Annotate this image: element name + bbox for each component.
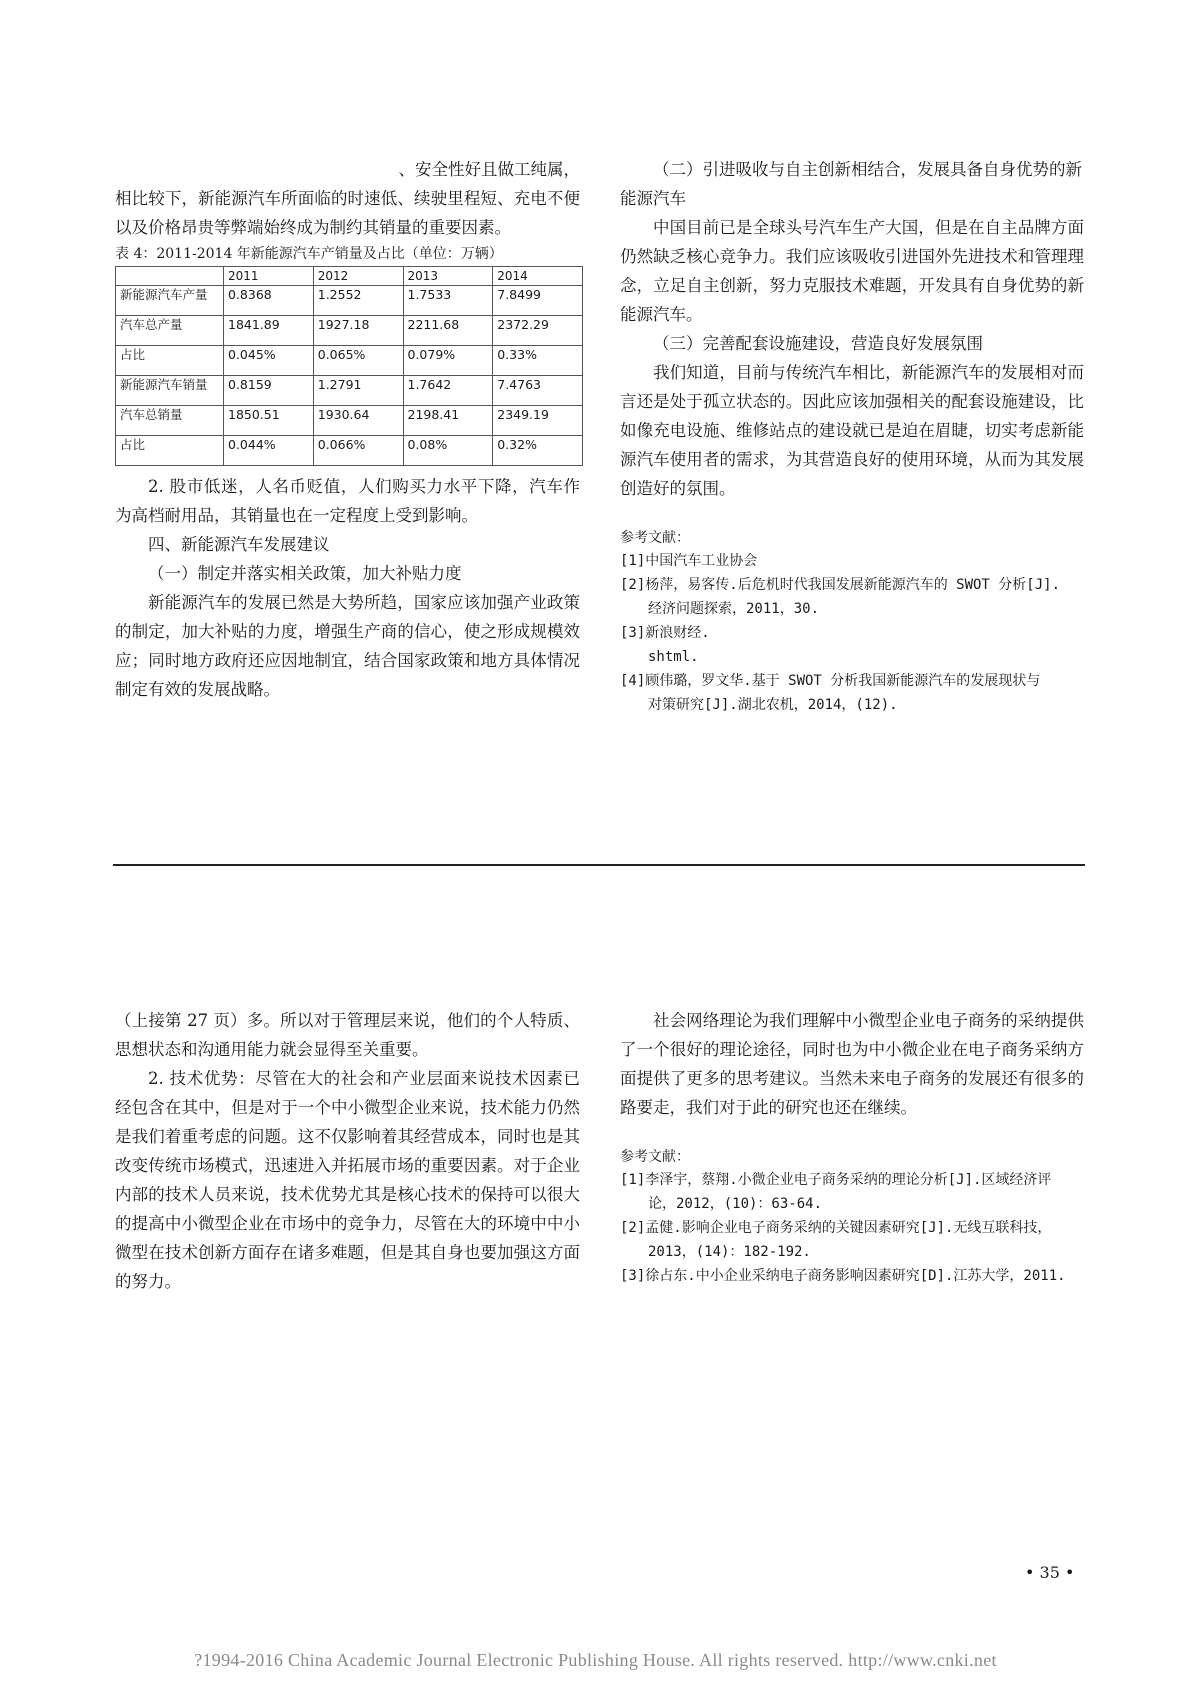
section-heading: 四、新能源汽车发展建议 xyxy=(148,535,330,554)
table-header-cell: 2014 xyxy=(493,267,583,286)
row-label: 新能源汽车产量 xyxy=(116,286,224,316)
row-label: 占比 xyxy=(116,436,224,466)
reference-line-cont: 对策研究[J].湖北农机，2014，(12). xyxy=(648,697,898,713)
reference-line: [2]杨萍，易客传.后危机时代我国发展新能源汽车的 SWOT 分析[J]. xyxy=(620,577,1061,593)
table-cell: 0.045% xyxy=(224,346,314,376)
row-label: 汽车总产量 xyxy=(116,316,224,346)
table-corner-cell xyxy=(116,267,224,286)
paragraph: 相比较下，新能源汽车所面临的时速低、续驶里程短、充电不便以及价格昂贵等弊端始终成为制约其销量的重要因素。 xyxy=(115,189,580,237)
paragraph: 2. 股市低迷，人名币贬值，人们购买力水平下降，汽车作为高档耐用品，其销量也在一定程度上受到影响。 xyxy=(115,477,580,525)
table-header-cell: 2012 xyxy=(313,267,403,286)
paragraph: 社会网络理论为我们理解中小微型企业电子商务的采纳提供了一个很好的理论途径，同时也为中小微企业在电子商务采纳方面提供了更多的思考建议。当然未来电子商务的发展还有很多的路要走，我们对于此的研究也还在继续。 xyxy=(620,1011,1084,1117)
table-row xyxy=(116,316,583,346)
reference-line-cont: 经济问题探索，2011，30. xyxy=(648,601,820,617)
reference-line: [3]新浪财经. xyxy=(620,625,710,641)
paragraph: 2. 技术优势：尽管在大的社会和产业层面来说技术因素已经包含在其中，但是对于一个中小微型企业来说，技术能力仍然是我们着重考虑的问题。这不仅影响着其经营成本，同时也是其改变传统市场模式，迅速进入并拓展市场的重要因素。对于企业内部的技术人员来说，技术优势尤其是核心技术的保持可以很大的提高中小微型企业在市场中的竞争力，尽管在大的环境中中小微型在技术创新方面存在诸多难题，但是其自身也要加强这方面的努力。 xyxy=(115,1069,580,1291)
reference-item xyxy=(620,573,1084,621)
top-left-column xyxy=(115,155,580,704)
bottom-right-column xyxy=(620,1006,1084,1288)
table-cell: 1.2791 xyxy=(313,376,403,406)
table-header-cell: 2011 xyxy=(224,267,314,286)
table-cell: 0.066% xyxy=(313,436,403,466)
reference-line-cont: shtml. xyxy=(648,649,699,665)
table-cell: 1850.51 xyxy=(224,406,314,436)
paragraph: 新能源汽车的发展已然是大势所趋，国家应该加强产业政策的制定，加大补贴的力度，增强生产商的信心，使之形成规模效应；同时地方政府还应因地制宜，结合国家政策和地方具体情况制定有效的发展战略。 xyxy=(115,593,580,699)
table-cell: 7.8499 xyxy=(493,286,583,316)
table-cell: 0.33% xyxy=(493,346,583,376)
page-number: • 35 • xyxy=(1025,1563,1075,1582)
reference-line: [3]徐占东.中小企业采纳电子商务影响因素研究[D].江苏大学，2011. xyxy=(620,1268,1066,1284)
table-cell: 0.065% xyxy=(313,346,403,376)
table-cell: 0.079% xyxy=(403,346,493,376)
table-cell: 2198.41 xyxy=(403,406,493,436)
table-row xyxy=(116,436,583,466)
reference-line: [1]中国汽车工业协会 xyxy=(620,553,758,569)
table-cell: 1927.18 xyxy=(313,316,403,346)
row-label: 汽车总销量 xyxy=(116,406,224,436)
table-header-cell: 2013 xyxy=(403,267,493,286)
reference-line: [4]顾伟璐，罗文华.基于 SWOT 分析我国新能源汽车的发展现状与 xyxy=(620,673,1041,689)
table-cell: 2349.19 xyxy=(493,406,583,436)
reference-item xyxy=(620,1264,1084,1288)
table-cell: 0.8368 xyxy=(224,286,314,316)
reference-item xyxy=(620,669,1084,717)
bottom-left-column xyxy=(115,1006,580,1296)
table-cell: 0.08% xyxy=(403,436,493,466)
reference-line-cont: 2013，(14)：182-192. xyxy=(648,1244,811,1260)
table-header-row xyxy=(116,267,583,286)
sales-table xyxy=(115,266,583,466)
subsection-heading: （一）制定并落实相关政策，加大补贴力度 xyxy=(148,564,462,583)
table-cell: 1.2552 xyxy=(313,286,403,316)
table-row xyxy=(116,376,583,406)
references-title: 参考文献： xyxy=(620,530,690,546)
paragraph: 中国目前已是全球头号汽车生产大国，但是在自主品牌方面仍然缺乏核心竞争力。我们应该吸收引进国外先进技术和管理理念，立足自主创新，努力克服技术难题，开发具有自身优势的新能源汽车。 xyxy=(620,218,1084,324)
table-caption: 表 4：2011-2014 年新能源汽车产销量及占比（单位：万辆） xyxy=(115,246,503,262)
table-cell: 2372.29 xyxy=(493,316,583,346)
reference-line: [1]李泽宇，蔡翔.小微企业电子商务采纳的理论分析[J].区域经济评 xyxy=(620,1172,1052,1188)
table-cell: 1.7533 xyxy=(403,286,493,316)
reference-item xyxy=(620,549,1084,573)
table-row xyxy=(116,406,583,436)
copyright-footer: ?1994-2016 China Academic Journal Electronic Publishing House. All rights reserved. http://www.cnki.net xyxy=(194,1650,997,1670)
top-right-column xyxy=(620,155,1084,717)
table-cell: 1930.64 xyxy=(313,406,403,436)
table-row xyxy=(116,286,583,316)
table-cell: 1.7642 xyxy=(403,376,493,406)
paragraph: 我们知道，目前与传统汽车相比，新能源汽车的发展相对而言还是处于孤立状态的。因此应该加强相关的配套设施建设，比如像充电设施、维修站点的建设就已是迫在眉睫，切实考虑新能源汽车使用者的需求，为其营造良好的使用环境，从而为其发展创造好的氛围。 xyxy=(620,363,1084,498)
references-title: 参考文献： xyxy=(620,1149,690,1165)
table-cell: 0.32% xyxy=(493,436,583,466)
reference-item xyxy=(620,1216,1084,1264)
subsection-heading: （二）引进吸收与自主创新相结合，发展具备自身优势的新能源汽车 xyxy=(620,160,1082,208)
table-row xyxy=(116,346,583,376)
table-cell: 1841.89 xyxy=(224,316,314,346)
table-cell: 2211.68 xyxy=(403,316,493,346)
table-cell: 7.4763 xyxy=(493,376,583,406)
reference-item xyxy=(620,621,1084,669)
article-divider xyxy=(113,864,1085,866)
reference-line-cont: 论，2012，(10)：63-64. xyxy=(648,1196,823,1212)
table-cell: 0.044% xyxy=(224,436,314,466)
line-fragment: 、安全性好且做工纯属， xyxy=(398,160,580,179)
reference-item xyxy=(620,1168,1084,1216)
row-label: 新能源汽车销量 xyxy=(116,376,224,406)
table-cell: 0.8159 xyxy=(224,376,314,406)
row-label: 占比 xyxy=(116,346,224,376)
subsection-heading: （三）完善配套设施建设，营造良好发展氛围 xyxy=(653,334,983,353)
reference-line: [2]孟健.影响企业电子商务采纳的关键因素研究[J].无线互联科技， xyxy=(620,1220,1052,1236)
paragraph: （上接第 27 页）多。所以对于管理层来说，他们的个人特质、思想状态和沟通用能力就会显得至关重要。 xyxy=(115,1011,580,1059)
